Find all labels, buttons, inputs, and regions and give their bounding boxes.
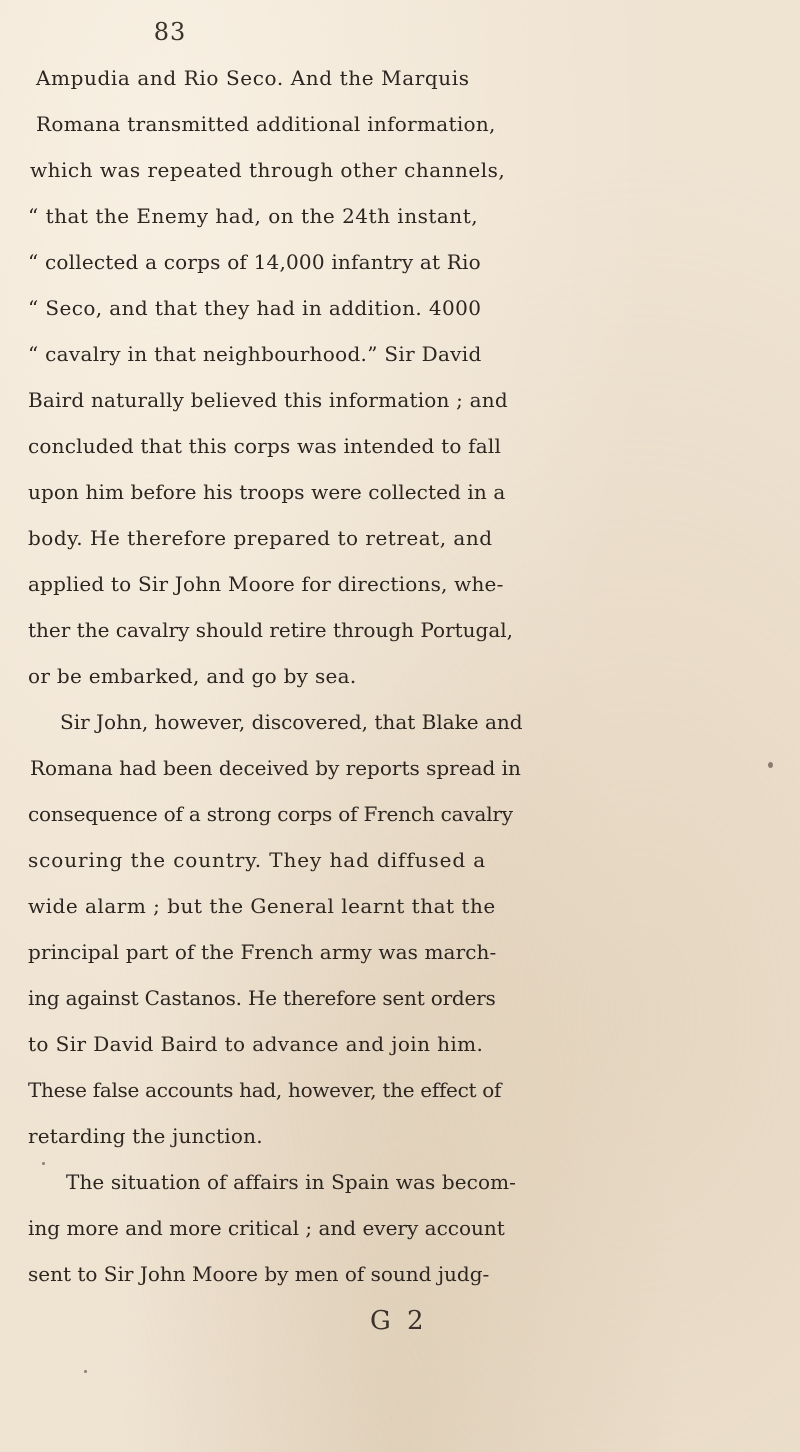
text-line: The situation of affairs in Spain was becom- [66,1170,517,1194]
text-line: Baird naturally believed this information ; and [28,388,508,412]
text-line: retarding the junction. [28,1124,263,1148]
text-line: ing more and more critical ; and every account [28,1216,505,1240]
text-line: body. He therefore prepared to retreat, and [28,526,493,550]
text-line: or be embarked, and go by sea. [28,664,357,688]
text-line: scouring the country. They had diffused a [28,848,487,872]
signature-mark: G 2 [370,1306,428,1336]
text-line: concluded that this corps was intended to fall [28,434,502,458]
text-line: These false accounts had, however, the effect of [28,1078,502,1102]
text-line: “ collected a corps of 14,000 infantry at Rio [28,250,481,274]
text-line: ing against Castanos. He therefore sent orders [28,986,496,1010]
text-line: Ampudia and Rio Seco. And the Marquis [36,66,470,90]
text-line: “ that the Enemy had, on the 24th instant, [28,204,479,228]
ink-spot [84,1370,87,1373]
page-number: 83 [153,18,187,46]
text-line: principal part of the French army was march- [28,940,497,964]
text-line: Romana had been deceived by reports spread in [30,756,521,780]
text-line: applied to Sir John Moore for directions, whe- [28,572,504,596]
text-line: consequence of a strong corps of French cavalry [28,802,513,826]
ink-spot [42,1162,45,1165]
text-line: which was repeated through other channels, [30,158,506,182]
text-line: sent to Sir John Moore by men of sound judg- [28,1262,490,1286]
text-line: Sir John, however, discovered, that Blake and [60,710,523,734]
text-line: “ Seco, and that they had in addition. 4000 [28,296,482,320]
text-line: ther the cavalry should retire through Portugal, [28,618,514,642]
text-line: to Sir David Baird to advance and join him. [28,1032,484,1056]
ink-spot [768,762,773,768]
text-line: upon him before his troops were collected in a [28,480,506,504]
text-line: wide alarm ; but the General learnt that the [28,894,496,918]
text-line: “ cavalry in that neighbourhood.” Sir David [28,342,482,366]
text-line: Romana transmitted additional information, [36,112,496,136]
